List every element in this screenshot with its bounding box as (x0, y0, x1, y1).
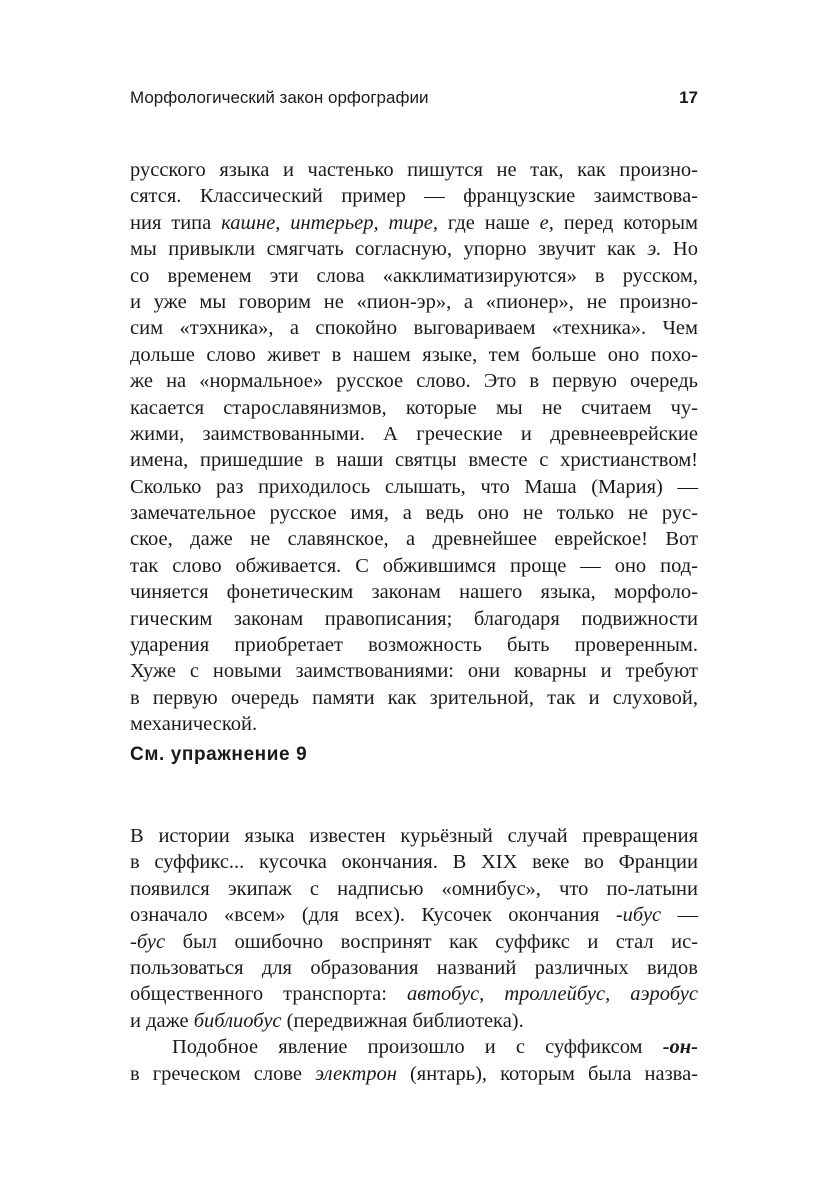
text-line: ния типа кашне, интерьер, тире, где наше е, перед которым (130, 211, 699, 234)
text-line: ское, даже не славянское, а древнейшее еврейское! Вот (130, 528, 698, 551)
text-line: имена, пришедшие в наши святцы вместе с христианством! (130, 449, 698, 472)
text-line: мы привыкли смягчать согласную, упорно звучит как э. Но (130, 238, 698, 261)
paragraph-suffix-story (130, 823, 698, 1087)
italic-letter: е, (539, 211, 554, 234)
italic-example: библиобус (193, 1009, 282, 1032)
text-line: Хуже с новыми заимствованиями: они коварны и требуют (130, 660, 698, 683)
text-line: В истории языка известен курьёзный случай превращения (130, 825, 698, 847)
page-number: 17 (679, 88, 698, 107)
running-header-title: Морфологический закон орфографии (130, 88, 429, 107)
section-heading: См. упражнение 9 (130, 744, 308, 765)
text-line: общественного транспорта: автобус, троллейбус, аэробус (130, 983, 698, 1006)
text-line: в первую очередь памяти как зрительной, так и слуховой, (130, 686, 698, 709)
running-header (130, 86, 698, 110)
text-line: появился экипаж с надписью «омнибус», что по-латыни (130, 877, 698, 900)
text-line: же на «нормальное» русское слово. Это в первую очередь (130, 370, 698, 393)
text-line: жими, заимствованными. А греческие и древнееврейские (130, 422, 698, 445)
text-line: замечательное русское имя, а ведь оно не только не рус- (130, 502, 698, 525)
italic-examples: автобус, троллейбус, аэробус (407, 983, 698, 1006)
text-line: и уже мы говорим не «пион-эр», а «пионер», не произно- (130, 290, 698, 313)
text-line: в греческом слове электрон (янтарь), которым была назва- (130, 1062, 699, 1085)
text-line: ударения приобретает возможность быть проверенным. (130, 634, 698, 657)
italic-examples: кашне, интерьер, тире, (221, 211, 439, 234)
text-line: в суффикс... кусочка окончания. В XIX веке во Франции (130, 851, 698, 874)
text-line: пользоваться для образования названий различных видов (130, 956, 698, 979)
italic-suffix: -бус (130, 930, 166, 953)
text-line: -бус был ошибочно воспринят как суффикс и стал ис- (130, 930, 698, 953)
text-line: так слово обживается. С обжившимся проще — оно под- (130, 554, 698, 577)
text-line: сятся. Классический пример — французские заимствова- (130, 185, 698, 208)
text-line: гическим законам правописания; благодаря подвижности (130, 607, 698, 630)
text-line: со временем эти слова «акклиматизируются» в русском, (130, 264, 698, 287)
text-line: сим «тэхника», а спокойно выговариваем «техника». Чем (130, 317, 698, 340)
text-line: чиняется фонетическим законам нашего языка, морфоло- (130, 581, 698, 604)
bold-italic-suffix: -он- (662, 1036, 698, 1059)
italic-suffix: -ибус (615, 904, 662, 927)
italic-letter: э. (647, 238, 662, 261)
text-line: Сколько раз приходилось слышать, что Маша (Мария) — (130, 475, 698, 498)
text-line: Подобное явление произошло и с суффиксом -он- (172, 1036, 698, 1059)
text-line: и даже библиобус (передвижная библиотека). (130, 1009, 524, 1032)
text-line: механической. (130, 713, 258, 736)
paragraph-continued (130, 157, 698, 738)
italic-example: электрон (315, 1062, 397, 1085)
text-line: русского языка и частенько пишутся не так, как произно- (130, 159, 698, 181)
text-line: означало «всем» (для всех). Кусочек окончания -ибус — (130, 904, 699, 927)
text-line: дольше слово живет в нашем языке, тем больше оно похо- (130, 343, 698, 366)
text-line: касается старославянизмов, которые мы не считаем чу- (130, 396, 698, 419)
